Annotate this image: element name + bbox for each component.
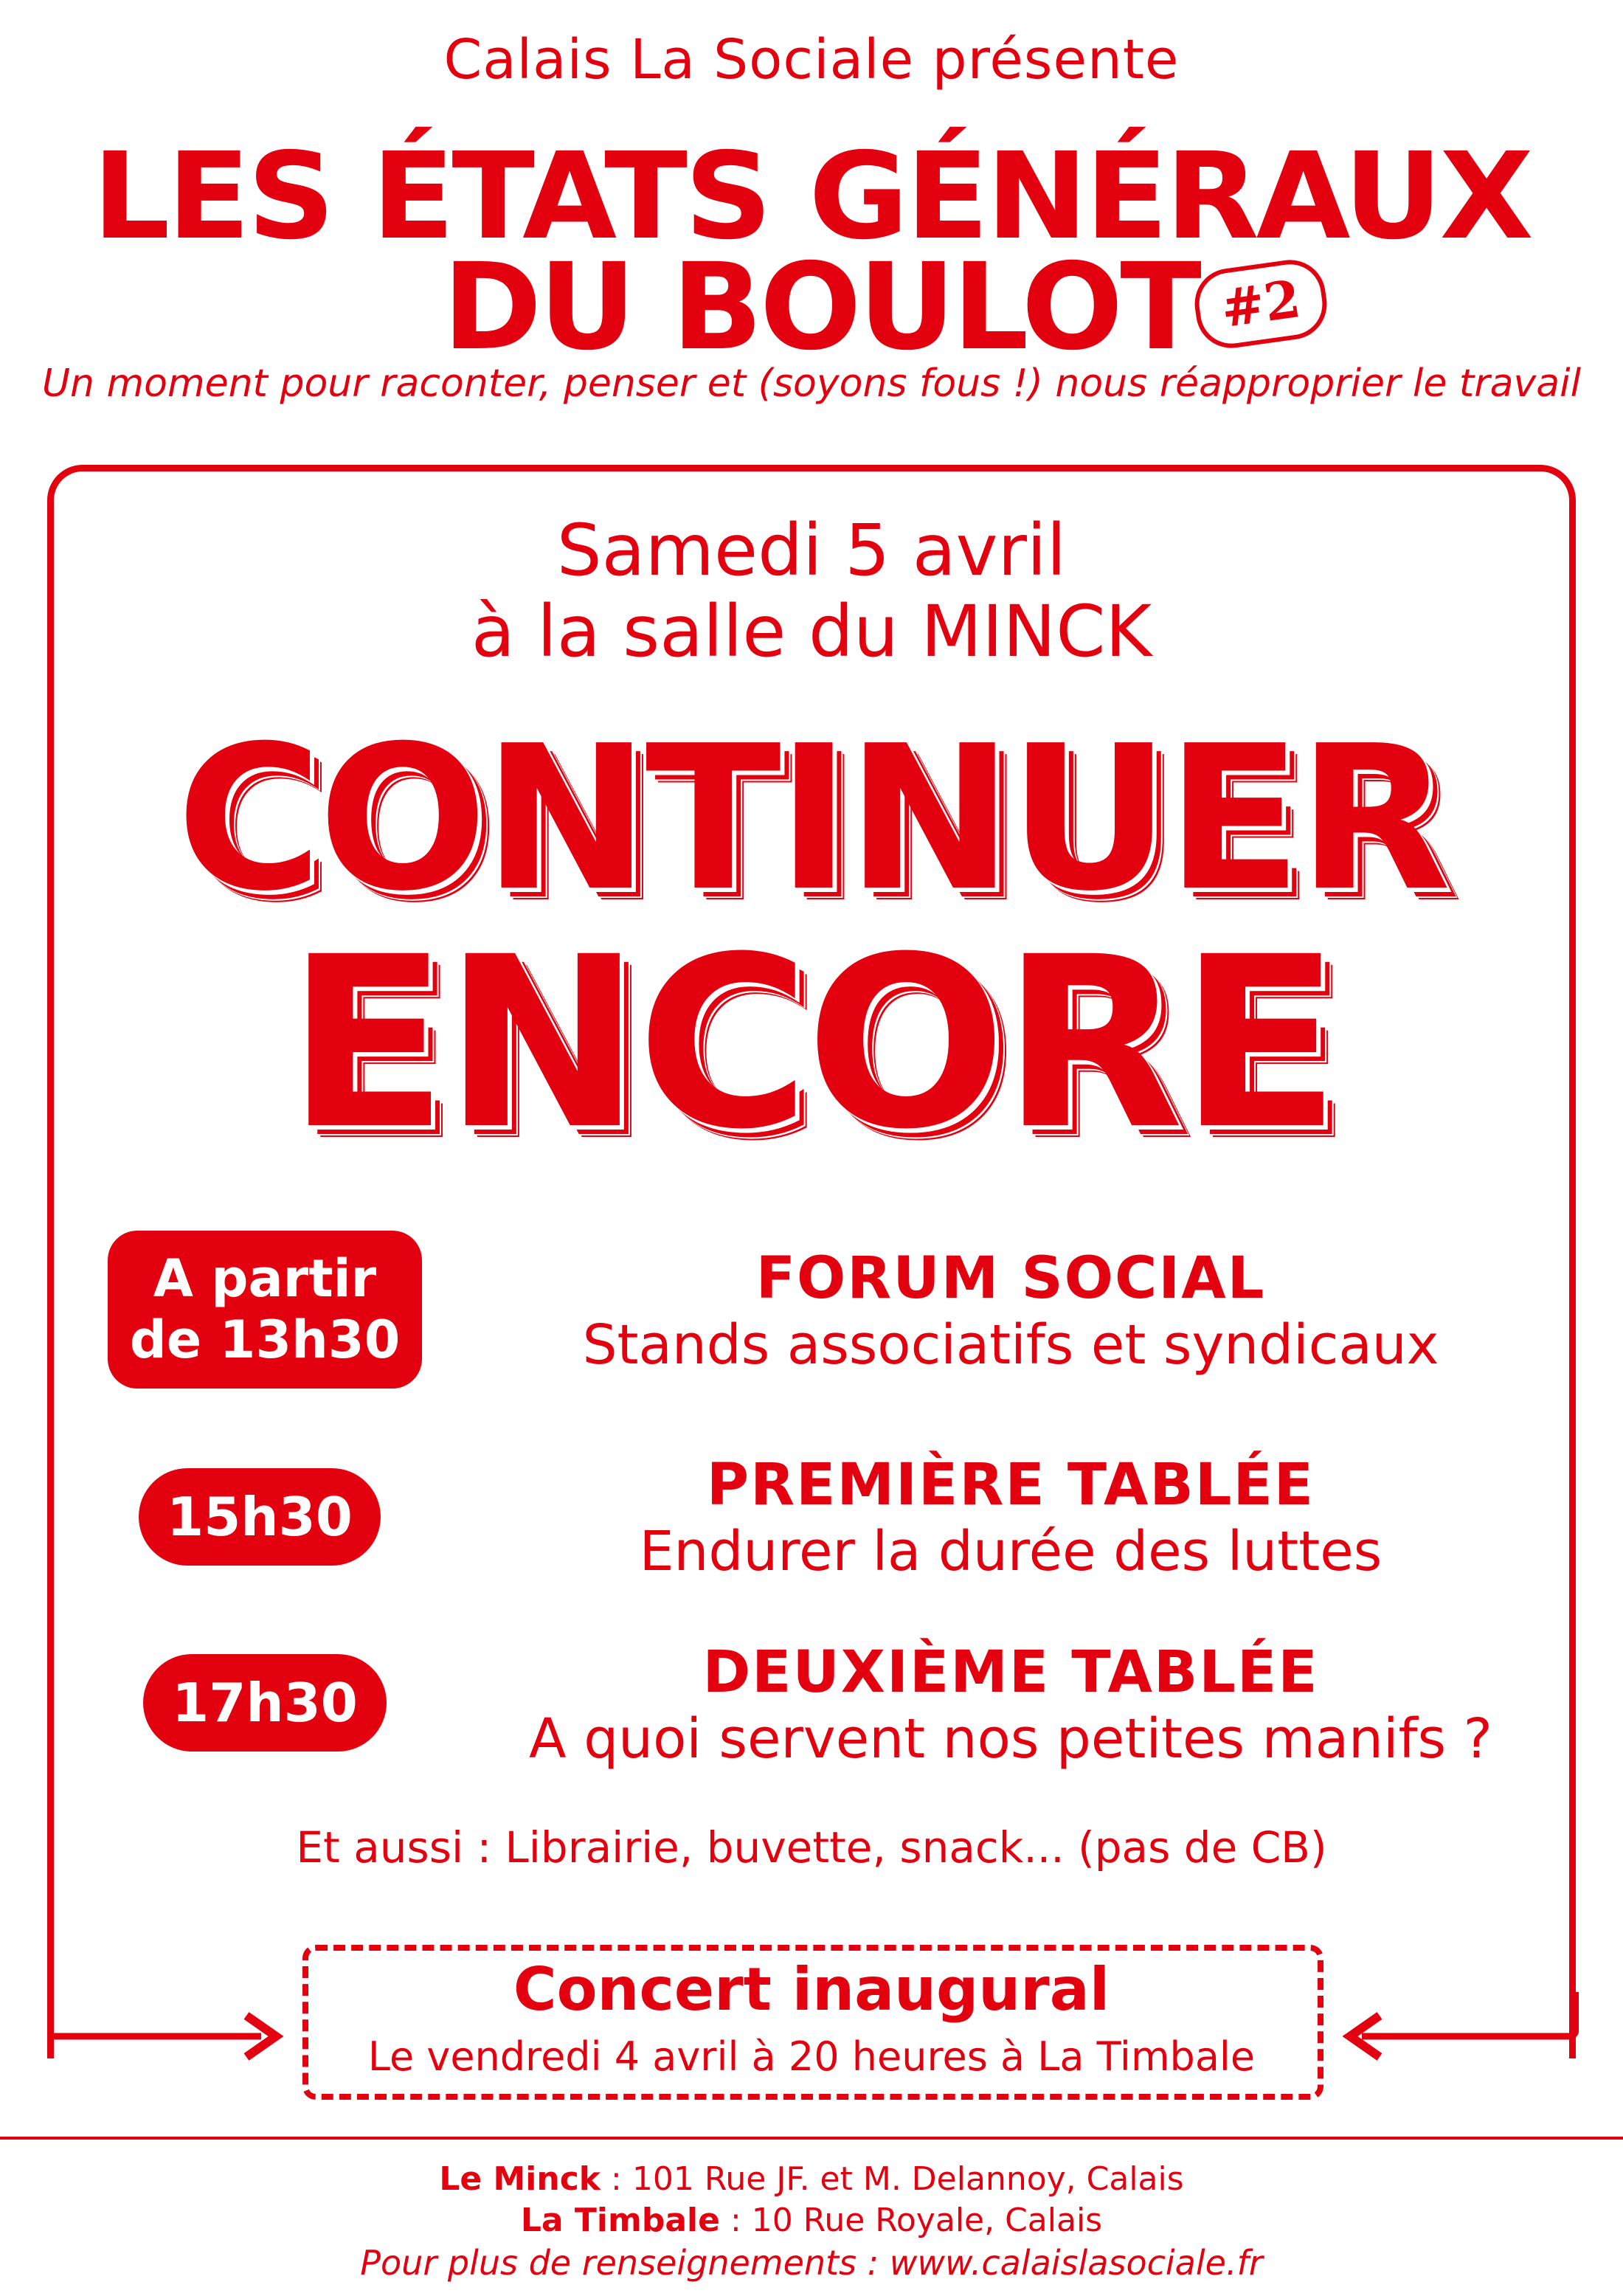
schedule-title-second-table: DEUXIÈME TABLÉE — [702, 1639, 1319, 1706]
time-badge-first-table: 15h30 — [139, 1468, 381, 1566]
schedule-subtitle-first-table: Endurer la durée des luttes — [639, 1520, 1383, 1583]
address-minck-label: Le Minck — [439, 2160, 601, 2198]
time-badge-line1: A partir — [153, 1248, 377, 1310]
edition-badge: #2 — [1190, 255, 1331, 353]
poster-title-line2: DU BOULOT — [443, 238, 1199, 377]
time-badge-forum — [108, 1231, 422, 1389]
address-minck — [0, 2160, 1623, 2198]
concert-title: Concert inaugural — [513, 1955, 1110, 2024]
time-badge-second-table: 17h30 — [143, 1654, 387, 1752]
address-minck-text: : 101 Rue JF. et M. Delannoy, Calais — [601, 2160, 1184, 2198]
schedule-title-forum: FORUM SOCIAL — [755, 1245, 1266, 1312]
time-badge-line2: de 13h30 — [129, 1310, 401, 1370]
address-timbale — [0, 2202, 1623, 2239]
footer-divider — [0, 2137, 1623, 2140]
poster-title-line1: LES ÉTATS GÉNÉRAUX — [92, 128, 1531, 266]
address-timbale-label: La Timbale — [520, 2202, 720, 2239]
info-link[interactable]: Pour plus de renseignements : www.calaislasociale.fr — [360, 2243, 1263, 2283]
concert-details: Le vendredi 4 avril à 20 heures à La Timbale — [367, 2033, 1256, 2080]
presenter-line: Calais La Sociale présente — [443, 28, 1180, 91]
extras-note: Et aussi : Librairie, buvette, snack... (pas de CB) — [296, 1822, 1327, 1873]
headline-line1: CONTINUER — [176, 702, 1447, 935]
tagline: Un moment pour raconter, penser et (soyons fous !) nous réapproprier le travail — [41, 362, 1582, 406]
event-venue: à la salle du MINCK — [471, 590, 1152, 673]
headline-line2: ENCORE — [286, 907, 1337, 1181]
address-timbale-text: : 10 Rue Royale, Calais — [719, 2202, 1103, 2239]
schedule-subtitle-second-table: A quoi servent nos petites manifs ? — [529, 1707, 1492, 1771]
schedule-title-first-table: PREMIÈRE TABLÉE — [706, 1452, 1315, 1518]
event-date: Samedi 5 avril — [556, 509, 1067, 592]
schedule-subtitle-forum: Stands associatifs et syndicaux — [582, 1313, 1439, 1377]
